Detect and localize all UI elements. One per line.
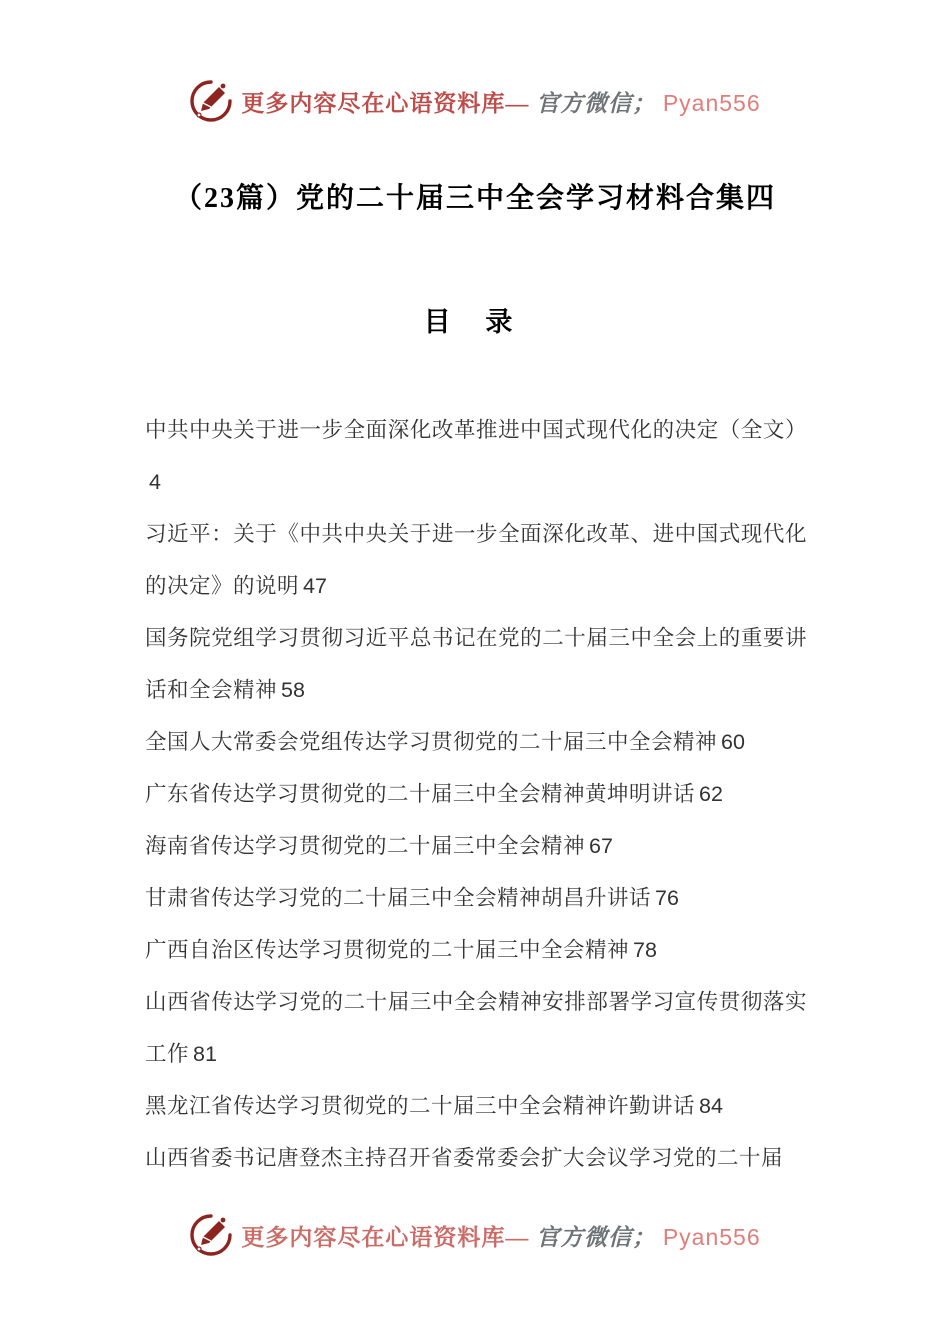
toc-item-page: 62 xyxy=(699,782,723,806)
toc-item-page: 84 xyxy=(699,1094,723,1118)
toc-item xyxy=(145,716,807,768)
toc-item-text: 山西省委书记唐登杰主持召开省委常委会扩大会议学习党的二十届 xyxy=(145,1146,784,1170)
toc-item-text: 广西自治区传达学习贯彻党的二十届三中全会精神 xyxy=(145,938,630,962)
toc-item-text: 广东省传达学习贯彻党的二十届三中全会精神黄坤明讲话 xyxy=(145,782,696,806)
toc-heading: 目 录 xyxy=(423,307,527,337)
banner-slogan: 更多内容尽在心语资料库— xyxy=(241,1224,530,1250)
toc-item xyxy=(145,768,807,820)
toc-item xyxy=(145,820,807,872)
toc-item xyxy=(145,404,807,508)
toc-item-page: 4 xyxy=(149,470,161,494)
toc-item-text: 甘肃省传达学习党的二十届三中全会精神胡昌升讲话 xyxy=(145,886,652,910)
toc-item-page: 81 xyxy=(193,1042,217,1066)
banner-text xyxy=(241,85,760,118)
banner-wechat-label: 官方微信； xyxy=(536,90,657,116)
toc-item xyxy=(145,612,807,716)
toc-item xyxy=(145,976,807,1080)
toc-item xyxy=(145,1132,807,1184)
toc-item xyxy=(145,924,807,976)
document-title: （23篇）党的二十届三中全会学习材料合集四 xyxy=(173,183,776,214)
toc-item-page: 78 xyxy=(633,938,657,962)
toc-item-page: 67 xyxy=(589,834,613,858)
toc-item-text: 中共中央关于进一步全面深化改革推进中国式现代化的决定（全文） xyxy=(145,418,807,442)
toc-item-text: 全国人大常委会党组传达学习贯彻党的二十届三中全会精神 xyxy=(145,730,718,754)
banner-slogan: 更多内容尽在心语资料库— xyxy=(241,90,530,116)
toc-item-text: 海南省传达学习贯彻党的二十届三中全会精神 xyxy=(145,834,586,858)
brand-pen-logo-icon xyxy=(189,79,233,123)
toc-item xyxy=(145,508,807,612)
banner-text xyxy=(241,1219,760,1252)
brand-pen-logo-icon xyxy=(189,1213,233,1257)
banner-wechat-id: Pyan556 xyxy=(662,89,761,116)
toc-item-text: 山西省传达学习党的二十届三中全会精神安排部署学习宣传贯彻落实工作 xyxy=(145,990,807,1066)
toc-list xyxy=(145,404,807,1184)
toc-item-page: 58 xyxy=(281,678,305,702)
footer-banner xyxy=(0,1210,950,1260)
toc-item-page: 47 xyxy=(303,574,327,598)
toc-item-page: 76 xyxy=(655,886,679,910)
toc-item-text: 黑龙江省传达学习贯彻党的二十届三中全会精神许勤讲话 xyxy=(145,1094,696,1118)
toc-item-page: 60 xyxy=(721,730,745,754)
toc-item-text: 国务院党组学习贯彻习近平总书记在党的二十届三中全会上的重要讲话和全会精神 xyxy=(145,626,807,702)
header-banner xyxy=(0,76,950,126)
banner-wechat-label: 官方微信； xyxy=(536,1224,657,1250)
banner-wechat-id: Pyan556 xyxy=(662,1223,761,1250)
toc-item xyxy=(145,1080,807,1132)
toc-item xyxy=(145,872,807,924)
toc-item-text: 习近平：关于《中共中央关于进一步全面深化改革、进中国式现代化的决定》的说明 xyxy=(145,522,807,598)
